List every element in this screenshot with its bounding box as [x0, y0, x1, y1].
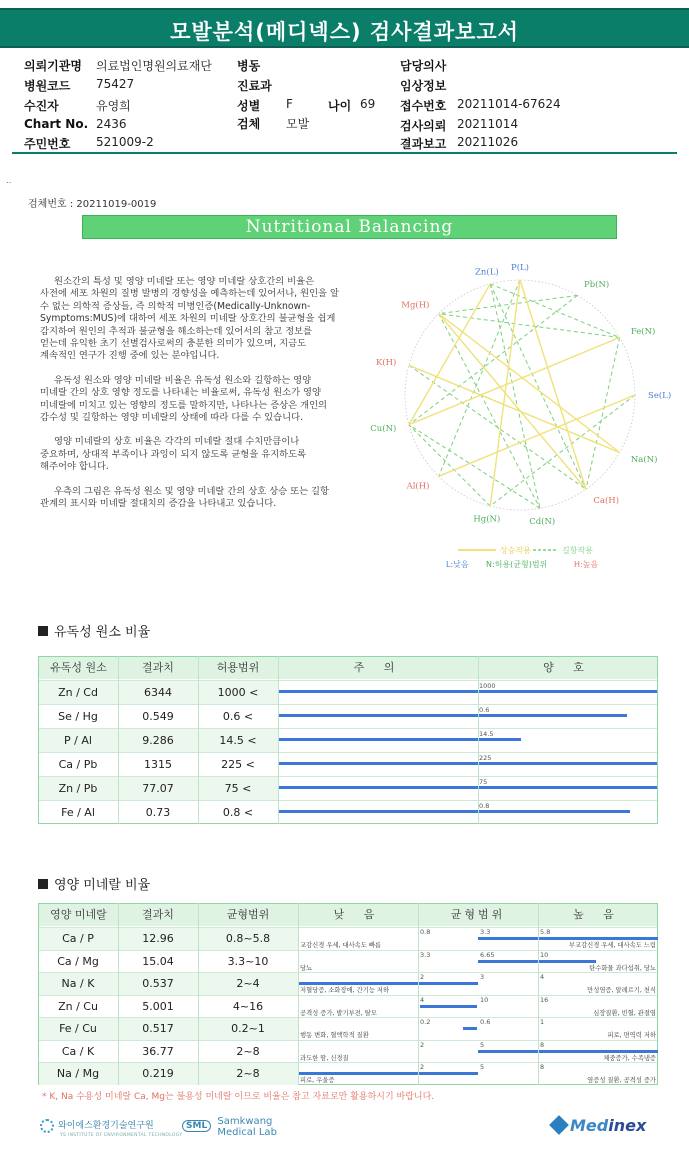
col-header-result: 결과치 — [118, 657, 198, 679]
samkwang-line2: Medical Lab — [217, 1127, 277, 1138]
legend-synergy-label: 상승작용 — [500, 546, 531, 555]
report-title-banner — [0, 8, 689, 48]
toxic-result-cell: 0.549 — [142, 710, 174, 723]
sml-badge: SML — [182, 1120, 211, 1132]
legend-normal-label: N:허용(균형)범위 — [486, 560, 548, 569]
col-header-low: 낮 음 — [298, 904, 418, 926]
col-header-caution: 주 의 — [278, 657, 478, 679]
doctor-label: 담당의사 — [400, 59, 447, 73]
nutrient-tick-label: 16 — [540, 995, 549, 1004]
col-header-result: 결과치 — [118, 904, 198, 926]
toxic-result-bar — [278, 810, 630, 813]
nutrient-range-cell: 3.3~10 — [227, 954, 269, 968]
patient-value: 유영희 — [96, 99, 131, 113]
description — [40, 276, 340, 523]
nutrient-result-cell: 12.96 — [142, 932, 174, 945]
ys-institute-logo — [40, 1118, 182, 1138]
nutrient-tick-label: 0.8 — [420, 928, 431, 936]
toxic-result-cell: 77.07 — [142, 782, 174, 795]
nutrient-tick-label: 2 — [420, 973, 425, 981]
nutrient-tick-label: 1 — [540, 1018, 545, 1026]
nutrient-section-heading — [38, 874, 150, 893]
nutrient-result-cell: 36.77 — [142, 1044, 174, 1058]
col-header-balance-range: 균형범위 — [418, 904, 538, 926]
toxic-name-cell: P / Al — [64, 734, 92, 747]
department-label: 진료과 — [237, 79, 272, 93]
nutrient-tick-label: 4 — [540, 973, 545, 981]
nutrient-tick-label: 4 — [420, 995, 425, 1004]
toxic-range-cell: 75 < — [224, 782, 252, 795]
toxic-threshold-label: 0.8 — [479, 802, 490, 810]
sex-value: F — [286, 97, 293, 111]
nutrient-range-cell: 0.8~5.8 — [225, 932, 271, 945]
toxic-result-cell: 6344 — [144, 686, 172, 699]
specimen-type-value: 모발 — [286, 117, 310, 131]
antagonism-link — [409, 425, 540, 508]
nutrient-ratio-table — [38, 903, 658, 1085]
footnote: * K, Na 수용성 미네랄 Ca, Mg는 불용성 미네랄 이므로 비율은 참고 자료로만 활용하시기 바랍니다. — [42, 1092, 435, 1102]
low-symptom-text: 피로, 우울증 — [300, 1077, 335, 1084]
nutrient-name-cell: Na / Mg — [56, 1067, 100, 1080]
nutrient-result-bar — [420, 1005, 477, 1008]
high-symptom-text: 탄수화물 과다섭취, 당뇨 — [589, 964, 656, 972]
nutrient-tick-label: 10 — [540, 950, 549, 959]
nutrient-tick-label: 5 — [480, 1040, 485, 1049]
hospital-code-value: 75427 — [96, 77, 135, 91]
nutrient-tick-label: 10 — [480, 995, 489, 1004]
toxic-threshold-label: 0.6 — [479, 706, 490, 714]
specimen-number: 검체번호 : 20211019-0019 — [28, 199, 157, 210]
high-symptom-text: 만성염증, 알레르기, 천식 — [587, 987, 656, 994]
nutrient-name-cell: Ca / K — [61, 1044, 95, 1058]
wheel-node-label: Fe(N) — [630, 327, 656, 337]
toxic-result-bar — [278, 738, 521, 741]
toxic-range-cell: 0.6 < — [222, 710, 254, 723]
col-header-mineral: 영양 미네랄 — [39, 904, 118, 926]
report-date-value: 20211026 — [457, 135, 519, 149]
nutrient-tick-label: 8 — [540, 1063, 545, 1071]
description-paragraph: 영양 미네랄의 상호 비율은 각각의 미네랄 절대 수치만큼이나 중요하며, 상대적 부족이나 과잉이 되지 않도록 균형을 유지하도록 해주어야 합니다. — [40, 436, 307, 473]
nutrient-name-cell: Na / K — [61, 977, 95, 990]
toxic-result-cell: 9.286 — [142, 734, 174, 747]
synergy-link — [520, 280, 586, 489]
clinical-info-label: 임상정보 — [400, 79, 447, 93]
low-symptom-text: 공격성 증가, 발기부전, 탈모 — [300, 1009, 377, 1017]
info-divider — [12, 152, 677, 154]
nutrient-tick-label: 3.3 — [480, 928, 491, 936]
nutrient-name-cell: Zn / Cu — [58, 999, 98, 1013]
wheel-node-label: Al(H) — [406, 481, 430, 492]
mineral-wheel-diagram — [370, 263, 672, 580]
square-bullet-icon — [38, 626, 48, 636]
nutrient-result-cell: 0.517 — [142, 1022, 174, 1035]
toxic-name-cell: Zn / Cd — [58, 686, 98, 699]
samkwang-logo — [182, 1116, 277, 1138]
institution-label: 의뢰기관명 — [24, 59, 82, 73]
ys-institute-name: 와이에스환경기술연구원 — [58, 1121, 154, 1131]
specimen-type-label: 검체 — [237, 117, 261, 131]
low-symptom-text: 행동 변화, 혈액학적 질환 — [300, 1032, 369, 1039]
col-header-high: 높 음 — [538, 904, 657, 926]
antagonism-link — [409, 425, 490, 506]
nutritional-balancing-header — [82, 215, 617, 239]
nutrient-range-cell: 4~16 — [232, 999, 264, 1013]
nutrient-name-cell: Ca / P — [62, 932, 94, 945]
toxic-result-bar — [278, 714, 627, 717]
nutrient-tick-label: 0.2 — [420, 1018, 431, 1026]
toxic-name-cell: Zn / Pb — [58, 782, 98, 795]
col-header-range: 허용범위 — [198, 657, 278, 679]
patient-label: 수진자 — [24, 99, 59, 113]
nutrient-tick-label: 6.65 — [480, 950, 495, 959]
nutrient-tick-label: 5.8 — [540, 928, 551, 936]
nutritional-balancing-title: Nutritional Balancing — [245, 217, 454, 237]
nutrient-name-cell: Ca / Mg — [57, 954, 99, 968]
nutrient-tick-label: 8 — [540, 1040, 545, 1049]
nutrient-range-cell: 2~8 — [236, 1044, 260, 1058]
report-title: 모발분석(메디넥스) 검사결과보고서 — [170, 20, 519, 44]
low-symptom-text: 저혈당증, 소화장애, 간기능 저하 — [300, 987, 390, 994]
high-symptom-text: 피로, 면역력 저하 — [607, 1032, 656, 1039]
ward-label: 병동 — [237, 59, 261, 73]
nutrient-range-cell: 2~8 — [236, 1067, 260, 1080]
toxic-range-cell: 14.5 < — [219, 734, 257, 747]
high-symptom-text: 염증성 질환, 공격성 증가 — [587, 1077, 656, 1084]
chart-no-value: 2436 — [96, 117, 127, 131]
toxic-result-cell: 0.73 — [145, 806, 171, 819]
description-paragraph: 원소간의 특성 및 영양 미네랄 또는 영양 미네랄 상호간의 비율은 사전에 세포 차원의 질병 발병의 경향성을 예측하는데 있어서나, 원인을 알 수 없는 의학적 증상들, 즉 의학적 미병인증(Medically-Unknown-Symptoms:MUS)에 대하여 세포 차원의 미네랄 상호간의 불균형을 쉽게 감지하여 원인의 추적과 불균형을 해소하는데 있어서의 참고 정보를 얻는데 유익한 초기 선별검사로써의 충분한 의미가 있으며, 지금도 계속적인 연구가 진행 중에 있는 분야입니다. — [40, 276, 339, 362]
description-paragraph: 우측의 그림은 유독성 원소 및 영양 미네랄 간의 상호 상승 또는 길항 관계의 표시와 미네랄 절대치의 증감을 나타내고 있습니다. — [40, 485, 329, 510]
synergy-link — [439, 314, 620, 453]
toxic-result-bar — [278, 690, 657, 693]
resident-no-value: 521009-2 — [96, 135, 154, 149]
wheel-node-label: K(H) — [375, 357, 397, 368]
nutrient-section-title: 영양 미네랄 비율 — [54, 878, 151, 893]
high-symptom-text: 심장질환, 빈혈, 관절염 — [593, 1009, 656, 1017]
toxic-range-cell: 0.8 < — [222, 806, 254, 819]
wheel-node-label: Cd(N) — [529, 517, 556, 528]
toxic-section-heading — [38, 621, 150, 640]
low-symptom-text: 과도한 땀, 신경질 — [300, 1054, 349, 1062]
nutrient-range-cell: 0.2~1 — [231, 1022, 265, 1035]
toxic-ratio-table — [38, 656, 658, 824]
patient-info — [0, 52, 689, 152]
col-header-good: 양 호 — [478, 657, 657, 679]
report-date-label: 결과보고 — [400, 137, 447, 151]
toxic-name-cell: Se / Hg — [58, 710, 98, 723]
nutrient-tick-label: 2 — [420, 1063, 425, 1071]
request-date-value: 20211014 — [457, 117, 519, 131]
nutrient-result-bar — [478, 960, 596, 963]
receipt-no-value: 20211014-67624 — [457, 97, 561, 111]
low-symptom-text: 당뇨 — [300, 964, 313, 972]
ys-institute-sub: YS INSTITUTE OF ENVIRONMENTAL TECHNOLOGY — [60, 1132, 183, 1138]
toxic-result-bar — [278, 762, 657, 765]
toxic-section-title: 유독성 원소 비율 — [54, 625, 151, 640]
wheel-node-label: Hg(N) — [473, 514, 501, 525]
toxic-result-bar — [278, 786, 657, 789]
age-value: 69 — [360, 97, 376, 111]
toxic-name-cell: Fe / Al — [61, 806, 95, 819]
chart-no-label: Chart No. — [24, 117, 89, 131]
col-header-element: 유독성 원소 — [39, 657, 118, 679]
toxic-range-cell: 1000 < — [217, 686, 259, 699]
wheel-node-label: Se(L) — [648, 391, 672, 401]
flower-logo-icon — [40, 1119, 54, 1133]
nutrient-result-cell: 0.219 — [142, 1067, 174, 1080]
nutrient-range-cell: 2~4 — [236, 977, 260, 990]
toxic-result-cell: 1315 — [144, 758, 172, 771]
square-bullet-icon — [38, 879, 48, 889]
sex-label: 성별 — [237, 99, 261, 113]
wheel-node-label: Na(N) — [630, 455, 658, 465]
description-paragraph: 유독성 원소와 영양 미네랄 비율은 유독성 원소와 길항하는 영양 미네랄 간의 상호 영향 정도를 나타내는 비율로써, 유독성 원소가 영양 미네랄에 미치고 있는 영향의 정도를 말하지만, 나타나는 증상은 개인의 감수성 및 길항하는 영양 미네랄의 상태에 따라 다를 수 있습니다. — [40, 374, 328, 424]
scan-marks: ‥ — [6, 176, 46, 185]
medinex-text-a: Med — [570, 1116, 609, 1135]
high-symptom-text: 부교감신경 우세, 대사속도 느림 — [568, 942, 656, 949]
toxic-threshold-label: 1000 — [479, 682, 496, 690]
legend-antagonism-label: 길항작용 — [562, 546, 593, 555]
wheel-node-label: Zn(L) — [475, 267, 499, 278]
nutrient-name-cell: Fe / Cu — [59, 1022, 97, 1035]
toxic-range-cell: 225 < — [221, 758, 255, 771]
medinex-logo — [552, 1116, 646, 1135]
institution-value: 의료법인명원의료재단 — [96, 59, 212, 73]
receipt-no-label: 접수번호 — [400, 99, 447, 113]
nutrient-tick-label: 0.6 — [480, 1018, 491, 1026]
nutrient-tick-label: 2 — [420, 1040, 425, 1049]
toxic-threshold-label: 225 — [479, 754, 492, 762]
medinex-text-b: inex — [608, 1116, 647, 1135]
wheel-node-label: P(L) — [511, 263, 529, 273]
toxic-threshold-label: 14.5 — [479, 730, 494, 738]
antagonism-link — [409, 295, 578, 424]
samkwang-line1: Samkwang — [217, 1116, 273, 1127]
wheel-node-label: Cu(N) — [370, 424, 397, 435]
request-date-label: 검사의뢰 — [400, 119, 447, 133]
antagonism-link — [439, 314, 540, 509]
high-symptom-text: 체중증가, 수족냉증 — [603, 1054, 656, 1062]
nutrient-result-cell: 0.537 — [142, 977, 174, 990]
resident-no-label: 주민번호 — [24, 137, 71, 151]
col-header-balance: 균형범위 — [198, 904, 298, 926]
toxic-threshold-label: 75 — [479, 778, 488, 786]
nutrient-tick-label: 3.3 — [420, 950, 431, 959]
synergy-link — [409, 338, 620, 425]
antagonism-link — [490, 284, 586, 489]
legend-low-label: L:낮음 — [446, 560, 469, 569]
wheel-node-label: Ca(H) — [593, 495, 620, 506]
nutrient-result-bar — [463, 1027, 477, 1030]
toxic-name-cell: Ca / Pb — [58, 758, 98, 771]
low-symptom-text: 교감신경 우세, 대사속도 빠름 — [300, 942, 381, 949]
wheel-node-label: Mg(H) — [401, 300, 430, 311]
age-label: 나이 — [328, 99, 352, 113]
nutrient-tick-label: 5 — [480, 1063, 485, 1071]
medinex-diamond-icon — [549, 1115, 569, 1135]
nutrient-result-cell: 15.04 — [142, 954, 174, 968]
wheel-node-label: Pb(N) — [584, 280, 610, 291]
nutrient-result-cell: 5.001 — [142, 999, 174, 1013]
legend-high-label: H:높음 — [574, 560, 599, 569]
nutrient-tick-label: 3 — [480, 973, 485, 981]
hospital-code-label: 병원코드 — [24, 79, 71, 93]
